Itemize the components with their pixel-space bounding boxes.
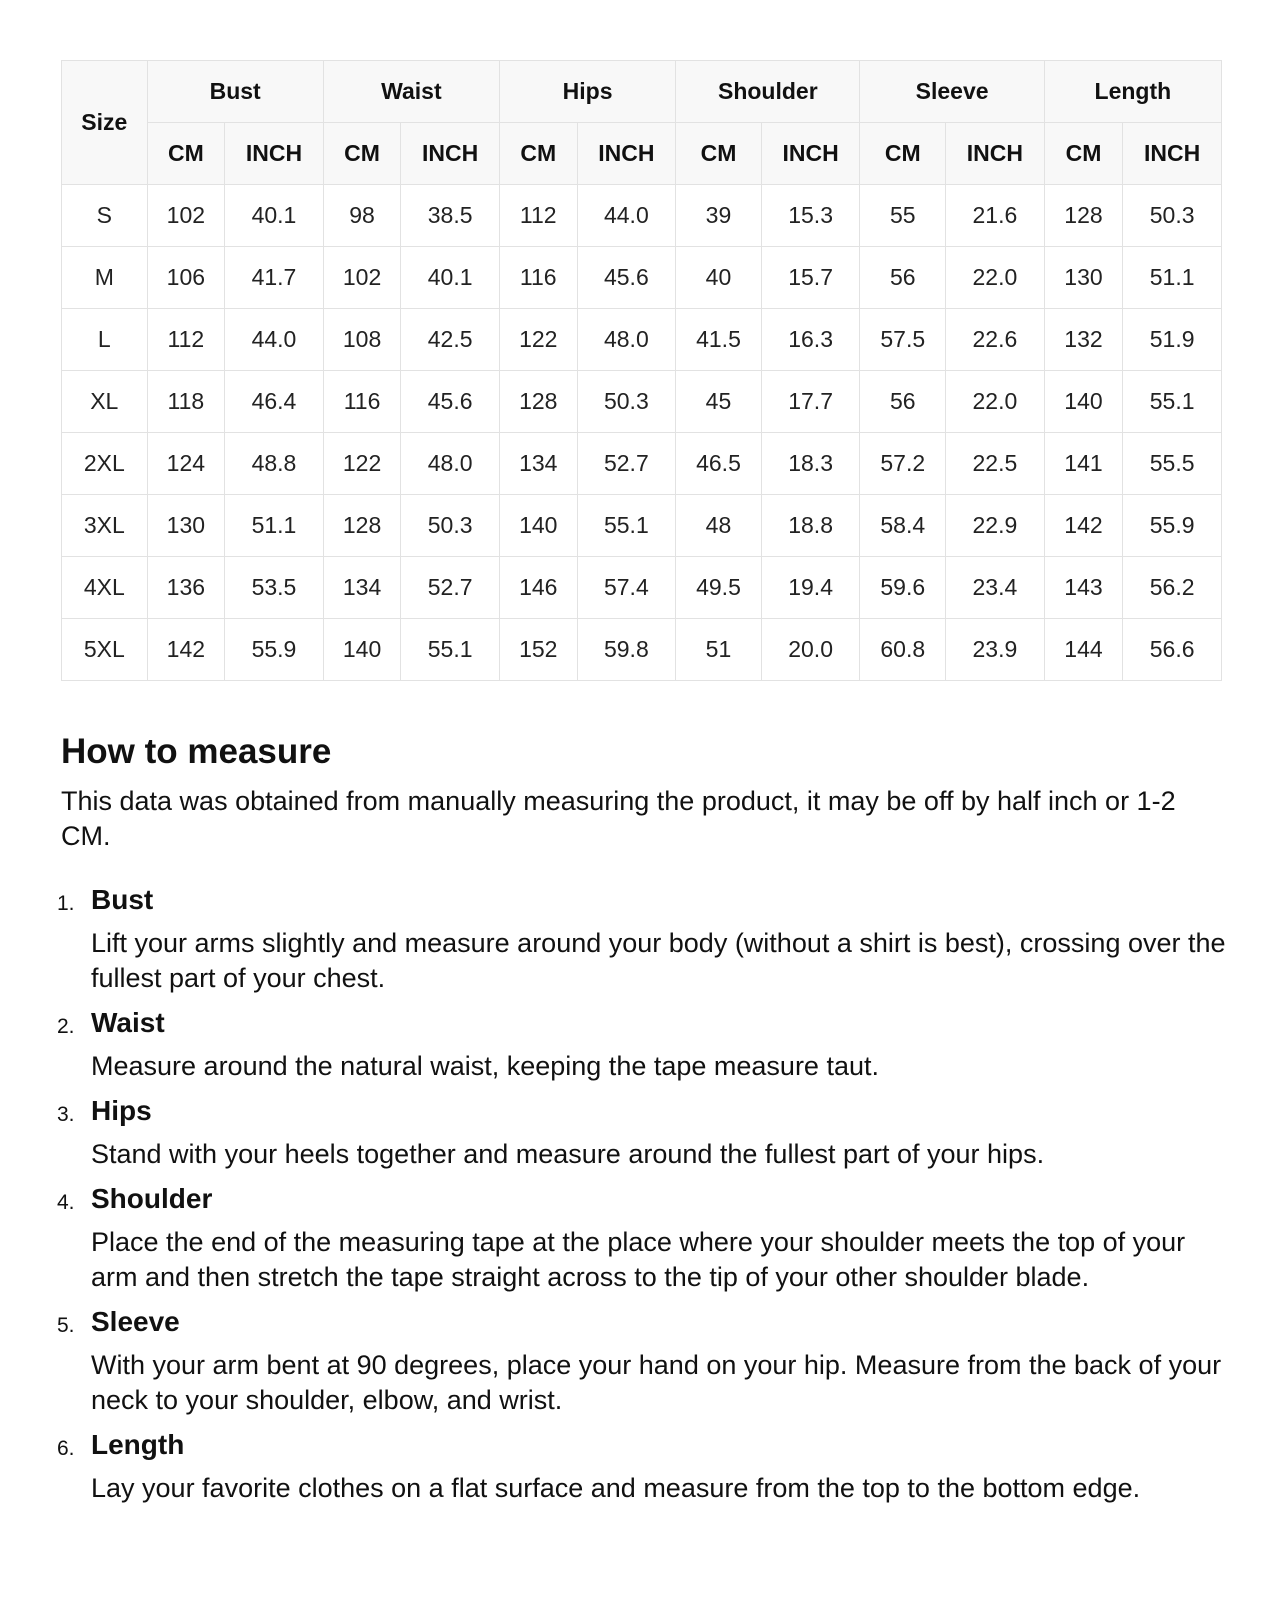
measurement-cell: 51 [676, 619, 762, 681]
measure-steps-list [57, 882, 1226, 1506]
group-header-sleeve: Sleeve [860, 61, 1044, 123]
section-title: How to measure [61, 732, 332, 771]
measurement-cell: 55.1 [577, 495, 676, 557]
measurement-cell: 16.3 [761, 309, 860, 371]
step-number: 5. [57, 1314, 75, 1337]
measurement-cell: 57.2 [860, 433, 946, 495]
size-cell: S [62, 185, 148, 247]
measurement-cell: 48.8 [225, 433, 324, 495]
table-header-row-units [62, 123, 1222, 185]
unit-header-inch: INCH [761, 123, 860, 185]
measurement-cell: 128 [499, 371, 577, 433]
measurement-cell: 118 [147, 371, 225, 433]
step-description: Place the end of the measuring tape at the place where your shoulder meets the top of your arm and then stretch the tape straight across to the tip of your other shoulder blade. [91, 1227, 1186, 1292]
unit-header-inch: INCH [577, 123, 676, 185]
measurement-cell: 134 [323, 557, 401, 619]
unit-header-inch: INCH [225, 123, 324, 185]
step-number: 3. [57, 1103, 75, 1126]
measurement-cell: 59.6 [860, 557, 946, 619]
measurement-cell: 53.5 [225, 557, 324, 619]
measurement-cell: 146 [499, 557, 577, 619]
measurement-cell: 57.4 [577, 557, 676, 619]
measurement-cell: 56.6 [1123, 619, 1222, 681]
measurement-cell: 141 [1044, 433, 1123, 495]
measurement-cell: 142 [1044, 495, 1123, 557]
measurement-cell: 56.2 [1123, 557, 1222, 619]
measurement-cell: 136 [147, 557, 225, 619]
measurement-cell: 50.3 [577, 371, 676, 433]
measurement-cell: 55.1 [401, 619, 500, 681]
measurement-cell: 130 [147, 495, 225, 557]
size-cell: 5XL [62, 619, 148, 681]
measurement-cell: 44.0 [577, 185, 676, 247]
table-row [62, 433, 1222, 495]
measurement-cell: 23.9 [946, 619, 1045, 681]
measurement-cell: 45.6 [401, 371, 500, 433]
measurement-cell: 55.1 [1123, 371, 1222, 433]
measurement-cell: 52.7 [577, 433, 676, 495]
measurement-cell: 55.9 [225, 619, 324, 681]
table-row [62, 247, 1222, 309]
step-description: Stand with your heels together and measure around the fullest part of your hips. [91, 1139, 1045, 1169]
measurement-cell: 58.4 [860, 495, 946, 557]
size-cell: 2XL [62, 433, 148, 495]
measurement-cell: 49.5 [676, 557, 762, 619]
step-sleeve [57, 1304, 1226, 1418]
step-title: Hips [91, 1095, 152, 1126]
measurement-cell: 116 [499, 247, 577, 309]
measurement-cell: 106 [147, 247, 225, 309]
step-hips [57, 1093, 1226, 1172]
table-body [62, 185, 1222, 681]
measurement-cell: 52.7 [401, 557, 500, 619]
measurement-cell: 48.0 [577, 309, 676, 371]
measurement-cell: 55 [860, 185, 946, 247]
measurement-cell: 41.7 [225, 247, 324, 309]
unit-header-cm: CM [499, 123, 577, 185]
step-title: Bust [91, 884, 154, 915]
size-cell: M [62, 247, 148, 309]
measurement-cell: 39 [676, 185, 762, 247]
step-waist [57, 1005, 1226, 1084]
measurement-cell: 142 [147, 619, 225, 681]
table-row [62, 495, 1222, 557]
group-header-length: Length [1044, 61, 1221, 123]
table-row [62, 309, 1222, 371]
step-description: Measure around the natural waist, keeping the tape measure taut. [91, 1051, 879, 1081]
measurement-cell: 143 [1044, 557, 1123, 619]
measurement-cell: 17.7 [761, 371, 860, 433]
measurement-cell: 18.3 [761, 433, 860, 495]
step-title: Shoulder [91, 1183, 213, 1214]
unit-header-inch: INCH [946, 123, 1045, 185]
measurement-cell: 42.5 [401, 309, 500, 371]
step-title: Length [91, 1429, 185, 1460]
measurement-cell: 50.3 [1123, 185, 1222, 247]
measurement-cell: 102 [147, 185, 225, 247]
step-number: 1. [57, 892, 75, 915]
table-row [62, 185, 1222, 247]
unit-header-cm: CM [323, 123, 401, 185]
measurement-cell: 55.5 [1123, 433, 1222, 495]
measurement-cell: 40 [676, 247, 762, 309]
step-description: Lift your arms slightly and measure around your body (without a shirt is best), crossing over the fullest part of your chest. [91, 928, 1226, 993]
measurement-cell: 134 [499, 433, 577, 495]
measurement-cell: 23.4 [946, 557, 1045, 619]
step-bust [57, 882, 1226, 996]
measurement-cell: 50.3 [401, 495, 500, 557]
table-header-row-groups [62, 61, 1222, 123]
group-header-bust: Bust [147, 61, 323, 123]
measurement-cell: 122 [499, 309, 577, 371]
measurement-cell: 48 [676, 495, 762, 557]
measurement-cell: 15.7 [761, 247, 860, 309]
measurement-cell: 22.9 [946, 495, 1045, 557]
step-number: 4. [57, 1191, 75, 1214]
intro-text: This data was obtained from manually measuring the product, it may be off by half inch or 1-2 CM. [61, 786, 1176, 851]
measurement-cell: 45 [676, 371, 762, 433]
step-number: 2. [57, 1015, 75, 1038]
size-cell: XL [62, 371, 148, 433]
unit-header-inch: INCH [1123, 123, 1222, 185]
step-length [57, 1427, 1226, 1506]
measurement-cell: 46.4 [225, 371, 324, 433]
table-row [62, 619, 1222, 681]
measurement-cell: 112 [499, 185, 577, 247]
size-chart-table [61, 60, 1222, 681]
unit-header-cm: CM [860, 123, 946, 185]
measurement-cell: 38.5 [401, 185, 500, 247]
step-description: Lay your favorite clothes on a flat surface and measure from the top to the bottom edge. [91, 1473, 1141, 1503]
measurement-cell: 40.1 [225, 185, 324, 247]
measurement-cell: 48.0 [401, 433, 500, 495]
measurement-cell: 22.0 [946, 371, 1045, 433]
measurement-cell: 41.5 [676, 309, 762, 371]
unit-header-cm: CM [1044, 123, 1123, 185]
measurement-cell: 140 [499, 495, 577, 557]
measurement-cell: 56 [860, 247, 946, 309]
measurement-cell: 102 [323, 247, 401, 309]
measurement-cell: 51.1 [1123, 247, 1222, 309]
measurement-cell: 112 [147, 309, 225, 371]
size-cell: 3XL [62, 495, 148, 557]
measurement-cell: 21.6 [946, 185, 1045, 247]
measurement-cell: 51.1 [225, 495, 324, 557]
size-column-header: Size [62, 61, 148, 185]
measurement-cell: 124 [147, 433, 225, 495]
measurement-cell: 122 [323, 433, 401, 495]
measurement-cell: 18.8 [761, 495, 860, 557]
unit-header-cm: CM [676, 123, 762, 185]
step-shoulder [57, 1181, 1226, 1295]
how-to-measure-section [57, 730, 1226, 1515]
measurement-cell: 51.9 [1123, 309, 1222, 371]
table-row [62, 557, 1222, 619]
measurement-cell: 60.8 [860, 619, 946, 681]
measurement-cell: 152 [499, 619, 577, 681]
measurement-cell: 55.9 [1123, 495, 1222, 557]
step-number: 6. [57, 1437, 75, 1460]
measurement-cell: 46.5 [676, 433, 762, 495]
size-cell: L [62, 309, 148, 371]
measurement-cell: 15.3 [761, 185, 860, 247]
table-row [62, 371, 1222, 433]
measurement-cell: 98 [323, 185, 401, 247]
measurement-cell: 22.6 [946, 309, 1045, 371]
measurement-cell: 59.8 [577, 619, 676, 681]
group-header-waist: Waist [323, 61, 499, 123]
measurement-cell: 128 [1044, 185, 1123, 247]
measurement-cell: 132 [1044, 309, 1123, 371]
measurement-cell: 22.0 [946, 247, 1045, 309]
measurement-cell: 19.4 [761, 557, 860, 619]
measurement-cell: 140 [323, 619, 401, 681]
measurement-cell: 128 [323, 495, 401, 557]
measurement-cell: 140 [1044, 371, 1123, 433]
size-cell: 4XL [62, 557, 148, 619]
measurement-cell: 57.5 [860, 309, 946, 371]
measurement-cell: 20.0 [761, 619, 860, 681]
measurement-cell: 45.6 [577, 247, 676, 309]
group-header-shoulder: Shoulder [676, 61, 860, 123]
measurement-cell: 108 [323, 309, 401, 371]
measurement-cell: 116 [323, 371, 401, 433]
step-title: Sleeve [91, 1306, 180, 1337]
group-header-hips: Hips [499, 61, 675, 123]
measurement-cell: 144 [1044, 619, 1123, 681]
step-description: With your arm bent at 90 degrees, place your hand on your hip. Measure from the back of your neck to your shoulder, elbow, and wrist. [91, 1350, 1222, 1415]
measurement-cell: 22.5 [946, 433, 1045, 495]
measurement-cell: 40.1 [401, 247, 500, 309]
measurement-cell: 130 [1044, 247, 1123, 309]
step-title: Waist [91, 1007, 165, 1038]
unit-header-cm: CM [147, 123, 225, 185]
unit-header-inch: INCH [401, 123, 500, 185]
measurement-cell: 44.0 [225, 309, 324, 371]
measurement-cell: 56 [860, 371, 946, 433]
